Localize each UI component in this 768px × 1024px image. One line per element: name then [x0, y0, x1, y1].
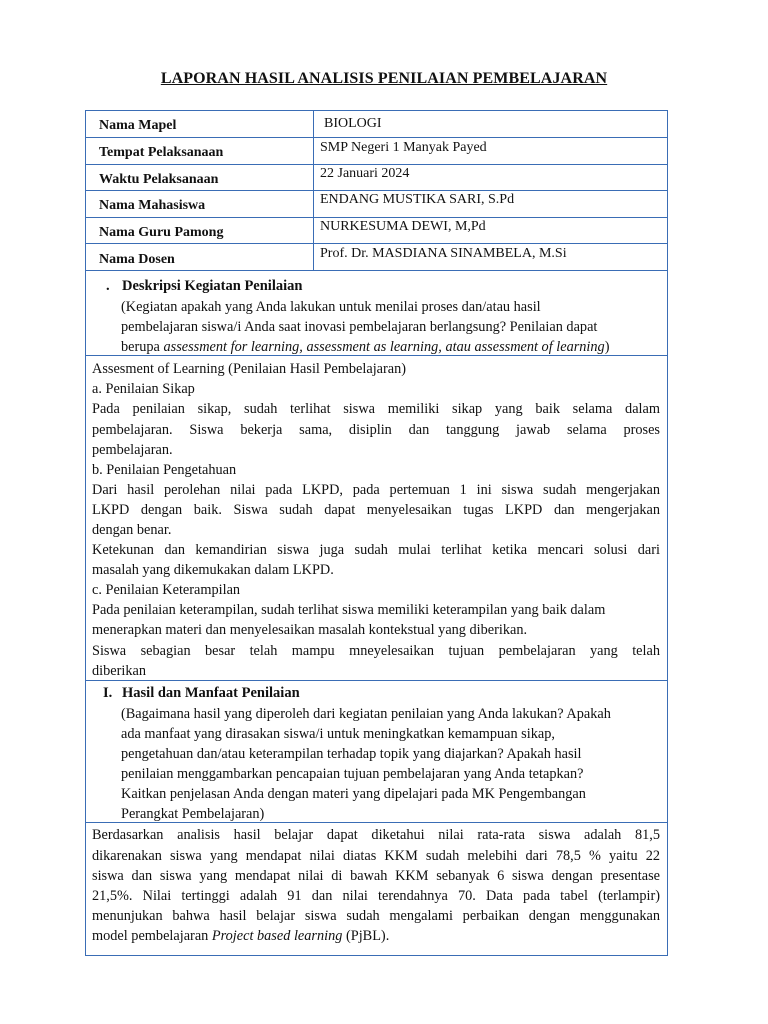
section1-body-line: LKPD dengan baik. Siswa sudah dapat menyelesaikan tugas LKPD dan mengerjakan — [92, 502, 660, 518]
section1-body-line: Assesment of Learning (Penilaian Hasil Pembelajaran) — [92, 361, 407, 377]
section1-body-line: a. Penilaian Sikap — [92, 381, 195, 397]
section1-note-line: pembelajaran siswa/i Anda saat inovasi pembelajaran berlangsung? Penilaian dapat — [121, 319, 598, 335]
section1-body-line: Ketekunan dan kemandirian siswa juga sudah mulai terlihat ketika mencari solusi dari — [92, 542, 660, 558]
section2-body-line: menunjukan bahwa hasil belajar siswa sudah mengalami perbaikan dengan menggunakan — [92, 908, 660, 924]
section1-body-line: Dari hasil perolehan nilai pada LKPD, pada pertemuan 1 ini siswa sudah mengerjakan — [92, 482, 660, 498]
row-divider — [85, 243, 668, 244]
value-nama-mapel: BIOLOGI — [324, 116, 382, 131]
section1-body-line: masalah yang dikemukakan dalam LKPD. — [92, 562, 334, 578]
section2-body-line: siswa dan siswa yang mendapat nilai di bawah KKM sebanyak 6 siswa dengan presentase — [92, 868, 660, 884]
section1-body-line: Pada penilaian keterampilan, sudah terlihat siswa memiliki keterampilan yang baik dalam — [92, 602, 606, 618]
label-nama-mapel: Nama Mapel — [99, 118, 177, 133]
section1-body-line: pembelajaran. Siswa bekerja sama, disiplin dan tanggung jawab selama proses — [92, 422, 660, 438]
section2-note-line: Perangkat Pembelajaran) — [121, 806, 265, 822]
label-nama-mahasiswa: Nama Mahasiswa — [99, 198, 206, 213]
section1-title: Deskripsi Kegiatan Penilaian — [122, 278, 303, 294]
label-nama-dosen: Nama Dosen — [99, 252, 175, 267]
value-tempat-pelaksanaan: SMP Negeri 1 Manyak Payed — [320, 140, 487, 155]
section1-body-line: Pada penilaian sikap, sudah terlihat siswa memiliki sikap yang baik selama dalam — [92, 401, 660, 417]
section1-body-line: b. Penilaian Pengetahuan — [92, 462, 237, 478]
section1-body-line: diberikan — [92, 663, 146, 679]
section2-body-line: Berdasarkan analisis hasil belajar dapat diketahui nilai rata-rata siswa adalah 81,5 — [92, 827, 660, 843]
row-divider — [85, 164, 668, 165]
section2-number: I. — [103, 685, 113, 701]
section2-note-line: ada manfaat yang dirasakan siswa/i untuk meningkatkan kemampuan sikap, — [121, 726, 555, 742]
section2-note-line: (Bagaimana hasil yang diperoleh dari kegiatan penilaian yang Anda lakukan? Apakah — [121, 706, 611, 722]
section1-note-line: berupa assessment for learning, assessment as learning, atau assessment of learning) — [121, 339, 610, 355]
value-waktu-pelaksanaan: 22 Januari 2024 — [320, 166, 410, 181]
section2-body-line: model pembelajaran Project based learning (PjBL). — [92, 928, 390, 944]
section1-body-line: c. Penilaian Keterampilan — [92, 582, 241, 598]
section2-body-line: dikarenakan siswa yang mendapat nilai diatas KKM sudah melebihi dari 78,5 % yaitu 22 — [92, 848, 660, 864]
label-waktu-pelaksanaan: Waktu Pelaksanaan — [99, 172, 219, 187]
row-divider — [85, 190, 668, 191]
label-nama-guru-pamong: Nama Guru Pamong — [99, 225, 224, 240]
section2-body-line: 21,5%. Nilai tertinggi adalah 91 dan nilai terendahnya 70. Data pada tabel (terlampir) — [92, 888, 660, 904]
section1-note-line: (Kegiatan apakah yang Anda lakukan untuk menilai proses dan/atau hasil — [121, 299, 541, 315]
section1-number: . — [106, 278, 110, 294]
value-nama-dosen: Prof. Dr. MASDIANA SINAMBELA, M.Si — [320, 246, 567, 261]
section2-note-line: pengetahuan dan/atau keterampilan terhadap topik yang diajarkan? Apakah hasil — [121, 746, 582, 762]
row-divider — [85, 217, 668, 218]
value-nama-mahasiswa: ENDANG MUSTIKA SARI, S.Pd — [320, 192, 515, 207]
value-nama-guru-pamong: NURKESUMA DEWI, M,Pd — [320, 219, 486, 234]
section1-body-line: dengan benar. — [92, 522, 172, 538]
section1-body-line: pembelajaran. — [92, 442, 173, 458]
column-divider — [313, 110, 314, 270]
section2-title: Hasil dan Manfaat Penilaian — [122, 685, 300, 701]
label-tempat-pelaksanaan: Tempat Pelaksanaan — [99, 145, 224, 160]
section1-body-line: Siswa sebagian besar telah mampu mneyelesaikan tujuan pembelajaran yang telah — [92, 643, 660, 659]
page-title: LAPORAN HASIL ANALISIS PENILAIAN PEMBELAJARAN — [160, 70, 608, 87]
section2-note-line: Kaitkan penjelasan Anda dengan materi yang dipelajari pada MK Pengembangan — [121, 786, 586, 802]
section2-note-line: penilaian menggambarkan pencapaian tujuan pembelajaran yang Anda tetapkan? — [121, 766, 584, 782]
row-divider — [85, 270, 668, 271]
section1-body-line: menerapkan materi dan menyelesaikan masalah kontekstual yang diberikan. — [92, 622, 528, 638]
row-divider — [85, 137, 668, 138]
